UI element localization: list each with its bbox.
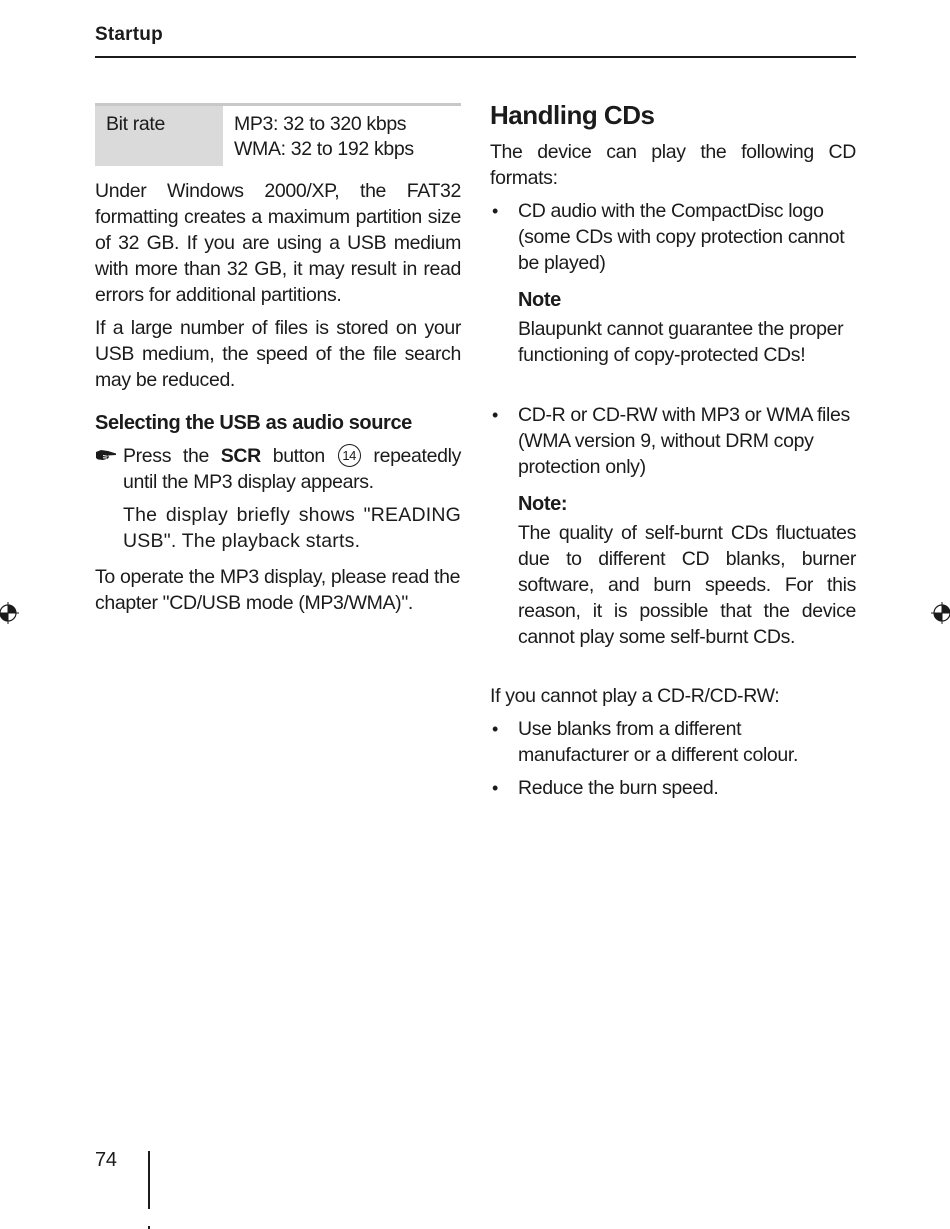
page-number: 74 [95, 1149, 117, 1171]
right-column [490, 98, 856, 801]
bullet-icon: • [492, 778, 498, 798]
footer-rule [148, 1151, 150, 1209]
bullet-icon: • [492, 405, 498, 425]
step-text-middle: button [260, 445, 337, 467]
burn-speed-tip: Reduce the burn speed. [518, 777, 719, 799]
handling-cds-heading: Handling CDs [490, 100, 655, 130]
header-rule [95, 56, 856, 58]
list-item [490, 402, 856, 480]
scr-key-label: SCR [220, 445, 261, 467]
copy-protection-note: Blaupunkt cannot guarantee the proper functioning of copy-protected CDs! [518, 318, 844, 366]
list-item [490, 716, 856, 768]
bit-rate-table [95, 103, 461, 166]
page-header-title: Startup [95, 24, 163, 45]
left-column [95, 103, 461, 616]
bullet-icon: • [492, 201, 498, 221]
bit-rate-wma: WMA: 32 to 192 kbps [234, 138, 414, 160]
usb-select-step [95, 443, 461, 495]
list-item [490, 198, 856, 276]
list-item [490, 775, 856, 801]
step-result-text: The display briefly shows "READING USB". The playback starts. [123, 504, 461, 552]
registration-mark-icon [931, 602, 950, 624]
button-number-badge: 14 [338, 444, 361, 467]
cd-formats-intro: The device can play the following CD formats: [490, 141, 856, 189]
note-title: Note [518, 289, 561, 311]
pointing-hand-icon [95, 448, 117, 462]
cannot-play-intro: If you cannot play a CD-R/CD-RW: [490, 685, 780, 707]
cd-r-bullet: CD-R or CD-RW with MP3 or WMA files (WMA version 9, without DRM copy protection only) [518, 404, 850, 478]
table-row [95, 105, 461, 167]
fat32-paragraph: Under Windows 2000/XP, the FAT32 formatting creates a maximum partition size of 32 GB. If you are using a USB medium with more than 32 GB, it may result in read errors for additional partitions. [95, 180, 461, 306]
table-key-cell: Bit rate [95, 105, 223, 167]
registration-mark-icon [0, 602, 19, 624]
step-text-prefix: Press the [123, 445, 221, 467]
mp3-display-reference: To operate the MP3 display, please read the chapter "CD/USB mode (MP3/WMA)". [95, 566, 461, 614]
note-title: Note: [518, 493, 568, 515]
table-value-cell [223, 105, 461, 167]
cd-audio-bullet: CD audio with the CompactDisc logo (some CDs with copy protection cannot be played) [518, 200, 845, 274]
file-search-paragraph: If a large number of files is stored on your USB medium, the speed of the file search may be reduced. [95, 317, 461, 391]
bit-rate-mp3: MP3: 32 to 320 kbps [234, 113, 407, 135]
bullet-icon: • [492, 719, 498, 739]
blanks-tip: Use blanks from a different manufacturer or a different colour. [518, 718, 799, 766]
usb-source-heading: Selecting the USB as audio source [95, 412, 412, 434]
self-burnt-note: The quality of self-burnt CDs fluctuates due to different CD blanks, burner software, and burn speeds. For this reason, it is possible that the device cannot play some self-burnt CDs. [518, 522, 856, 648]
step-text-suffix: repeatedly until the MP3 display appears. [123, 445, 461, 493]
